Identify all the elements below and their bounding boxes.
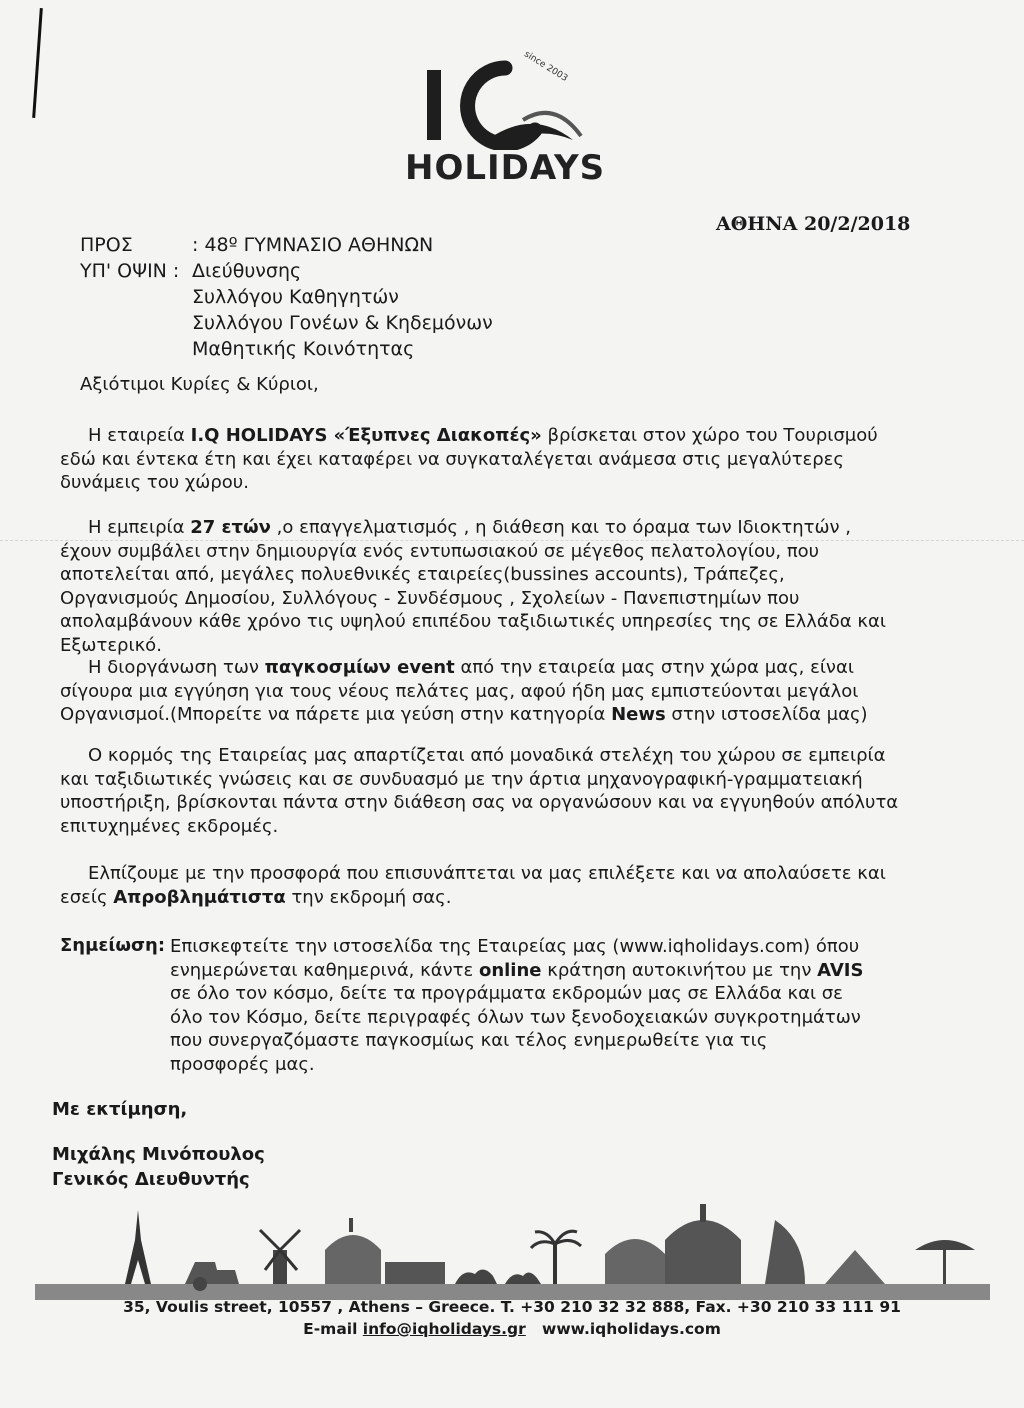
paragraph-1 bbox=[60, 424, 900, 495]
company-logo bbox=[405, 40, 605, 190]
email-label: E-mail bbox=[303, 1320, 363, 1338]
footer-contact bbox=[0, 1318, 1024, 1340]
attn-line: Συλλόγου Καθηγητών bbox=[192, 286, 399, 308]
note-body bbox=[170, 935, 870, 1076]
to-value: : 48º ΓΥΜΝΑΣΙΟ ΑΘΗΝΩΝ bbox=[192, 234, 434, 256]
p5-text: την εκδρομή σας. bbox=[285, 886, 452, 908]
email-link[interactable]: info@iqholidays.gr bbox=[362, 1320, 526, 1338]
paragraph-3 bbox=[60, 656, 900, 727]
note-bold: online bbox=[478, 959, 542, 981]
p1-text: βρίσκεται στον χώρο του Τουρισμού εδώ και έντεκα έτη και έχει καταφέρει να συγκαταλέγεται ανάμεσα στις μεγαλύτερες δυνάμεις του χώρου. bbox=[60, 425, 878, 493]
skyline-banner-icon bbox=[35, 1200, 990, 1300]
iq-logo-icon bbox=[405, 40, 605, 150]
closing: Με εκτίμηση, bbox=[52, 1099, 188, 1120]
p3-bold: News bbox=[611, 704, 666, 725]
note-bold: AVIS bbox=[817, 959, 864, 981]
p3-bold: παγκοσμίων event bbox=[264, 657, 455, 678]
logo-since-text: since 2003 bbox=[522, 49, 570, 84]
paragraph-4: Ο κορμός της Εταιρείας μας απαρτίζεται από μοναδικά στελέχη του χώρου σε εμπειρία και ταξιδιωτικές γνώσεις και σε συνδυασμό με την άρτια μηχανογραφική-γραμματειακή υποστήριξη, βρίσκονται πάντα στην διάθεση σας να οργανώσουν και να εγγυηθούν απόλυτα επιτυχημένες εκδρομές. bbox=[60, 745, 899, 837]
note-text: κράτηση αυτοκινήτου με την bbox=[541, 959, 818, 981]
p2-bold: 27 ετών bbox=[190, 517, 271, 538]
paragraph-2 bbox=[60, 516, 900, 657]
attn-line: Συλλόγου Γονέων & Κηδεμόνων bbox=[192, 312, 493, 334]
to-label: ΠΡΟΣ bbox=[80, 234, 133, 256]
footer bbox=[0, 1296, 1024, 1340]
p5-text: Ελπίζουμε με την προσφορά που επισυνάπτεται να μας επιλέξετε και να απολαύσετε και εσείς bbox=[60, 863, 886, 908]
signer-title: Γενικός Διευθυντής bbox=[52, 1169, 250, 1190]
attn-line: Διεύθυνσης bbox=[192, 260, 302, 282]
p1-bold: I.Q HOLIDAYS «Έξυπνες Διακοπές» bbox=[190, 425, 542, 446]
p3-text: από την εταιρεία μας στην χώρα μας, είναι σίγουρα μια εγγύηση για τους νέους πελάτες μας, αφού ήδη μας εμπιστεύονται μεγάλοι Οργανισμοί.(Μπορείτε να πάρετε μια γεύση στην κατηγορία bbox=[60, 657, 859, 725]
letter-date: ΑΘΗΝΑ 20/2/2018 bbox=[716, 213, 911, 235]
scan-edge-mark bbox=[32, 8, 43, 118]
note-text: Επισκεφτείτε την ιστοσελίδα της Εταιρείας μας (www.iqholidays.com) όπου ενημερώνεται καθημερινά, κάντε bbox=[170, 936, 860, 981]
attn-line: Μαθητικής Κοινότητας bbox=[192, 338, 415, 360]
salutation: Αξιότιμοι Κυρίες & Κύριοι, bbox=[80, 374, 319, 395]
p3-text: Η διοργάνωση των bbox=[88, 657, 265, 678]
signer-name: Μιχάλης Μινόπουλος bbox=[52, 1144, 265, 1165]
logo-holidays-text: HOLIDAYS bbox=[405, 148, 606, 188]
footer-address: 35, Voulis street, 10557 , Athens – Greece. T. +30 210 32 32 888, Fax. +30 210 33 111 91 bbox=[123, 1298, 901, 1316]
paragraph-5 bbox=[60, 862, 900, 909]
p2-text: ,ο επαγγελματισμός , η διάθεση και το όραμα των Ιδιοκτητών , έχουν συμβάλει στην δημιουργία ενός εντυπωσιακού σε μέγεθος πελατολογίου, που αποτελείται από, μεγάλες πολυεθνικές εταιρείες(bussines accounts), Τράπεζες, Οργανισμούς Δημοσίου, Συλλόγους - Συνδέσμους , Σχολείων - Πανεπιστημίων που απολαμβάνουν κάθε χρόνο τις υψηλού επιπέδου ταξιδιωτικές υπηρεσίες της σε Ελλάδα και Εξωτερικό. bbox=[60, 517, 886, 656]
p3-text: στην ιστοσελίδα μας) bbox=[665, 704, 868, 725]
website-link[interactable]: www.iqholidays.com bbox=[542, 1320, 721, 1338]
note-text: σε όλο τον κόσμο, δείτε τα προγράμματα εκδρομών μας σε Ελλάδα και σε όλο τον Κόσμο, δείτε περιγραφές όλων των ξενοδοχειακών συγκροτημάτων που συνεργαζόμαστε παγκοσμίως και τέλος ενημερωθείτε για τις προσφορές μας. bbox=[170, 983, 861, 1075]
p2-text: Η εμπειρία bbox=[88, 517, 191, 538]
attn-label: ΥΠ' ΟΨΙΝ : bbox=[80, 260, 180, 282]
p5-bold: Απροβλημάτιστα bbox=[113, 886, 286, 908]
p1-text: Η εταιρεία bbox=[88, 425, 191, 446]
note-label: Σημείωση: bbox=[60, 935, 166, 956]
